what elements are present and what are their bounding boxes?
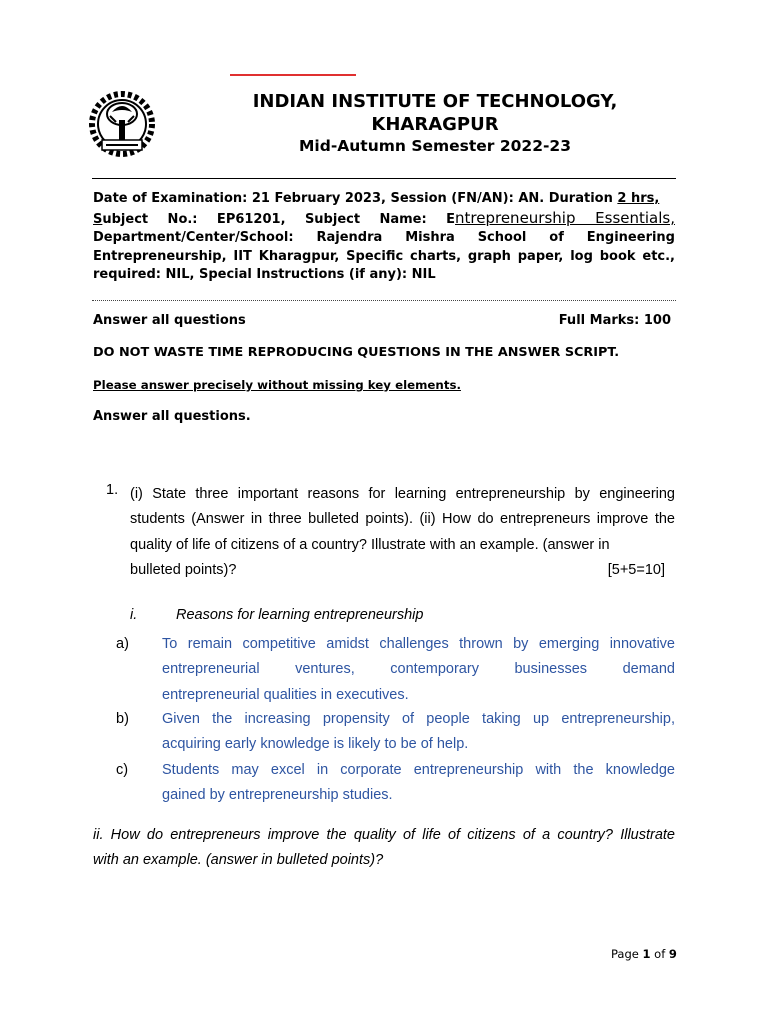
question-number: 1.	[106, 482, 119, 498]
required-line: required: NIL, Special Instructions (if any): NIL	[93, 267, 436, 282]
answer-all-label: Answer all questions	[93, 313, 246, 328]
answer-text: Students may excel in corporate entrepreneurship with the knowledge gained by entrepreneurship studies.	[162, 762, 675, 804]
exam-details	[93, 190, 675, 285]
question-ii-text: ii. How do entrepreneurs improve the quality of life of citizens of a country? Illustrate with an example. (answer in bulleted points)?	[93, 827, 675, 869]
answer-marks-row	[93, 313, 671, 328]
question-1-marks: [5+5=10]	[607, 561, 665, 578]
department-line: Department/Center/School: Rajendra Mishra School of Engineering	[93, 230, 675, 245]
answer-text: Given the increasing propensity of people taking up entrepreneurship, acquiring early knowledge is likely to be of help.	[162, 711, 675, 753]
section-i-numeral: i.	[130, 607, 138, 623]
subject-line: Subject No.: EP61201, Subject Name: Entrepreneurship Essentials,	[93, 208, 675, 227]
exam-date-line: Date of Examination: 21 February 2023, Session (FN/AN): AN. Duration 2 hrs,	[93, 191, 660, 206]
header-accent-line	[230, 74, 356, 76]
semester-title: Mid-Autumn Semester 2022-23	[299, 137, 571, 155]
answer-all-instruction: Answer all questions.	[93, 409, 251, 424]
section-i-title: Reasons for learning entrepreneurship	[176, 607, 424, 623]
page-number: Page 1 of 9	[611, 947, 677, 961]
answer-marker: b)	[116, 711, 129, 727]
department-line-cont: Entrepreneurship, IIT Kharagpur, Specific charts, graph paper, log book etc.,	[93, 248, 675, 264]
details-divider	[92, 300, 676, 301]
institute-name: INDIAN INSTITUTE OF TECHNOLOGY,	[252, 91, 618, 112]
answer-marker: a)	[116, 636, 129, 652]
answer-text: To remain competitive amidst challenges thrown by emerging innovative entrepreneurial ventures, contemporary businesses demand entrepreneurial qualities in executives.	[162, 636, 675, 703]
question-1-last-line: bulleted points)? [5+5=10]	[130, 558, 675, 583]
iit-kharagpur-logo-icon	[88, 90, 156, 160]
header-divider	[92, 178, 676, 179]
full-marks-label: Full Marks: 100	[558, 313, 671, 328]
precise-instruction: Please answer precisely without missing key elements.	[93, 378, 461, 392]
exam-duration: 2 hrs,	[617, 191, 660, 206]
subject-name: ntrepreneurship Essentials,	[455, 208, 675, 227]
section-i-heading	[130, 607, 424, 623]
institute-location: KHARAGPUR	[371, 114, 499, 135]
answer-marker: c)	[116, 762, 129, 778]
question-1-text: (i) State three important reasons for learning entrepreneurship by engineering students (Answer in three bulleted points). (ii) How do entrepreneurs improve the quality of life of citizens of a country? Illustrate with an example. (answer in bulleted points)? [5+5=10]	[130, 482, 675, 583]
no-reproduce-warning: DO NOT WASTE TIME REPRODUCING QUESTIONS IN THE ANSWER SCRIPT.	[93, 345, 620, 360]
